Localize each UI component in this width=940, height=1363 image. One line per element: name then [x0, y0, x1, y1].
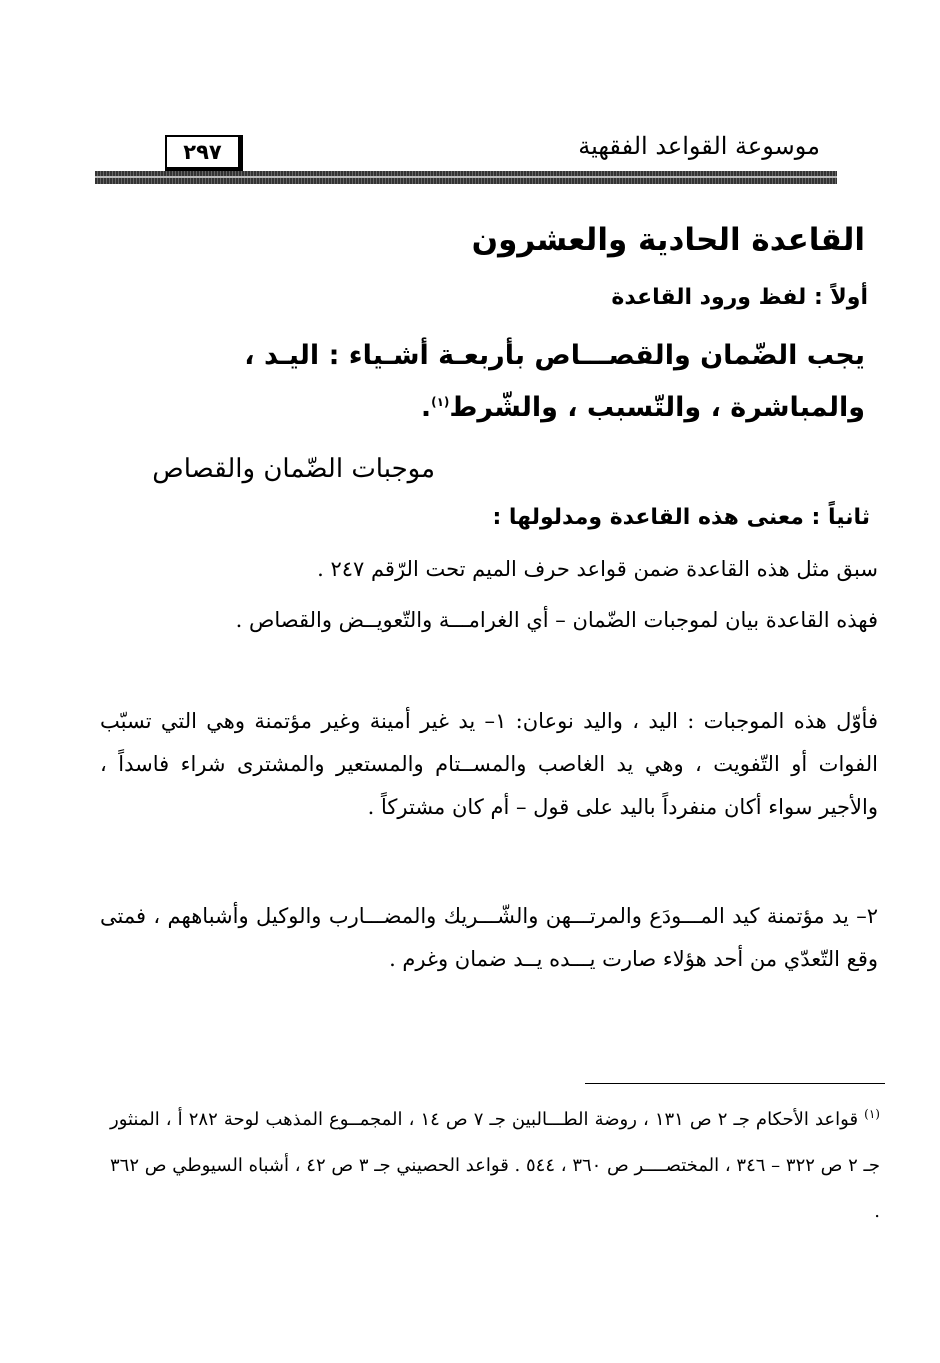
paragraph-2: فهذه القاعدة بيان لموجبات الضّمان – أي الغرامـــة والتّعويــض والقصاص .: [235, 608, 878, 632]
footnote-marker: (١): [864, 1107, 880, 1121]
rule-text-line-2: [421, 392, 865, 423]
footnote-ref[interactable]: (١): [431, 395, 450, 409]
subtitle: موجبات الضّمان والقصاص: [152, 454, 435, 484]
rule-text-end: .: [420, 392, 432, 423]
page-number: ٢٩٧: [165, 135, 243, 171]
footnote: [110, 1097, 880, 1235]
footnote-text: قواعد الأحكام جـ ٢ ص ١٣١ ، روضة الطـــالبين جـ ٧ ص ١٤ ، المجمــوع المذهب لوحة ٢٨٢ أ ، المنثور جـ ٢ ص ٣٢٢ – ٣٤٦ ، المختصــــر ص ٣٦٠ ، ٥٤٤ . قواعد الحصيني جـ ٣ ص ٤٢ ، أشباه السيوطي ص ٣٦٢ .: [110, 1109, 880, 1222]
paragraph-1: سبق مثل هذه القاعدة ضمن قواعد حرف الميم تحت الرّقم ٢٤٧ .: [317, 557, 878, 581]
rule-title: القاعدة الحادية والعشرون: [471, 222, 865, 258]
paragraph-3: فأوّل هذه الموجبات : اليد ، واليد نوعان: ١– يد غير أمينة وغير مؤتمنة وهي التي تسبّب الفوات أو التّفويت ، وهي يد الغاصب والمســتام والمستعير والمشترى شراء فاسداً ، والأجير سواء أكان منفرداً باليد على قول – أم كان مشتركاً .: [100, 709, 878, 819]
book-title: موسوعة القواعد الفقهية: [578, 132, 820, 160]
paragraph-4: ٢– يد مؤتمنة كيد المـــودَع والمرتـــهن والشّـــريك والمضـــارب والوكيل وأشباههم ، فمتى وقع التّعدّي من أحد هؤلاء صارت يـــده يــد ضمان وغرم .: [100, 904, 878, 971]
header-rule: [95, 171, 837, 184]
first-heading: أولاً : لفظ ورود القاعدة: [611, 285, 868, 310]
rule-text-line-2-body: والمباشرة ، والتّسبب ، والشّرط: [449, 392, 865, 423]
second-heading: ثانياً : معنى هذه القاعدة ومدلولها :: [492, 505, 870, 530]
rule-text-line-1: يجب الضّمان والقصـــاص بأربعـة أشـياء : اليـد ،: [244, 340, 865, 371]
footnote-separator: [585, 1083, 885, 1084]
